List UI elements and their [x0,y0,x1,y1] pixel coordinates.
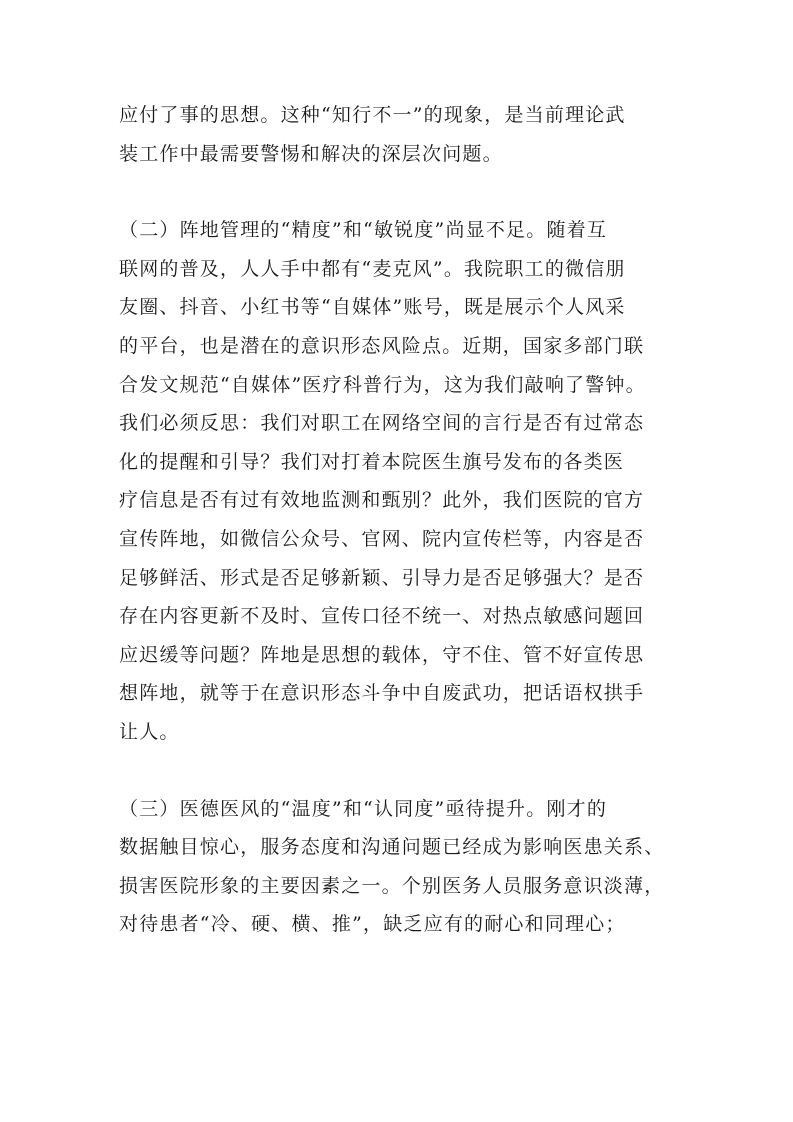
text-line: 损害医院形象的主要因素之一。个别医务人员服务意识淡薄， [119,874,665,897]
text-line: 让人。 [119,720,180,743]
text-line: 疗信息是否有过有效地监测和甄别？此外，我们医院的官方 [119,489,645,512]
text-line: 应付了事的思想。这种“知行不一”的现象，是当前理论武 [119,104,626,126]
text-line: 友圈、抖音、小红书等“自媒体”账号，既是展示个人风采 [119,296,626,319]
text-line: 宣传阵地，如微信公众号、官网、院内宣传栏等，内容是否 [119,527,645,550]
document-body [119,96,679,982]
text-line: 数据触目惊心，服务态度和沟通问题已经成为影响医患关系、 [119,836,665,859]
text-line: 合发文规范“自媒体”医疗科普行为，这为我们敲响了警钟。 [119,373,646,396]
text-line: （二）阵地管理的“精度”和“敏锐度”尚显不足。随着互 [119,219,608,242]
paragraph-2 [119,211,679,751]
text-line: 联网的普及，人人手中都有“麦克风”。我院职工的微信朋 [119,257,626,280]
text-line: 的平台，也是潜在的意识形态风险点。近期，国家多部门联 [119,334,645,357]
text-line: 应迟缓等问题？阵地是思想的载体，守不住、管不好宣传思 [119,643,645,666]
paragraph-1 [119,96,679,173]
text-line: 足够鲜活、形式是否足够新颖、引导力是否足够强大？是否 [119,566,645,589]
text-line: 对待患者“冷、硬、横、推”，缺乏应有的耐心和同理心； [119,913,626,936]
text-line: （三）医德医风的“温度”和“认同度”亟待提升。刚才的 [119,797,608,820]
text-line: 我们必须反思：我们对职工在网络空间的言行是否有过常态 [119,412,645,435]
paragraph-3 [119,790,679,944]
text-line: 化的提醒和引导？我们对打着本院医生旗号发布的各类医 [119,450,625,473]
text-line: 存在内容更新不及时、宣传口径不统一、对热点敏感问题回 [119,605,645,628]
text-line: 想阵地，就等于在意识形态斗争中自废武功，把话语权拱手 [119,682,645,705]
text-line: 装工作中最需要警惕和解决的深层次问题。 [119,142,503,165]
